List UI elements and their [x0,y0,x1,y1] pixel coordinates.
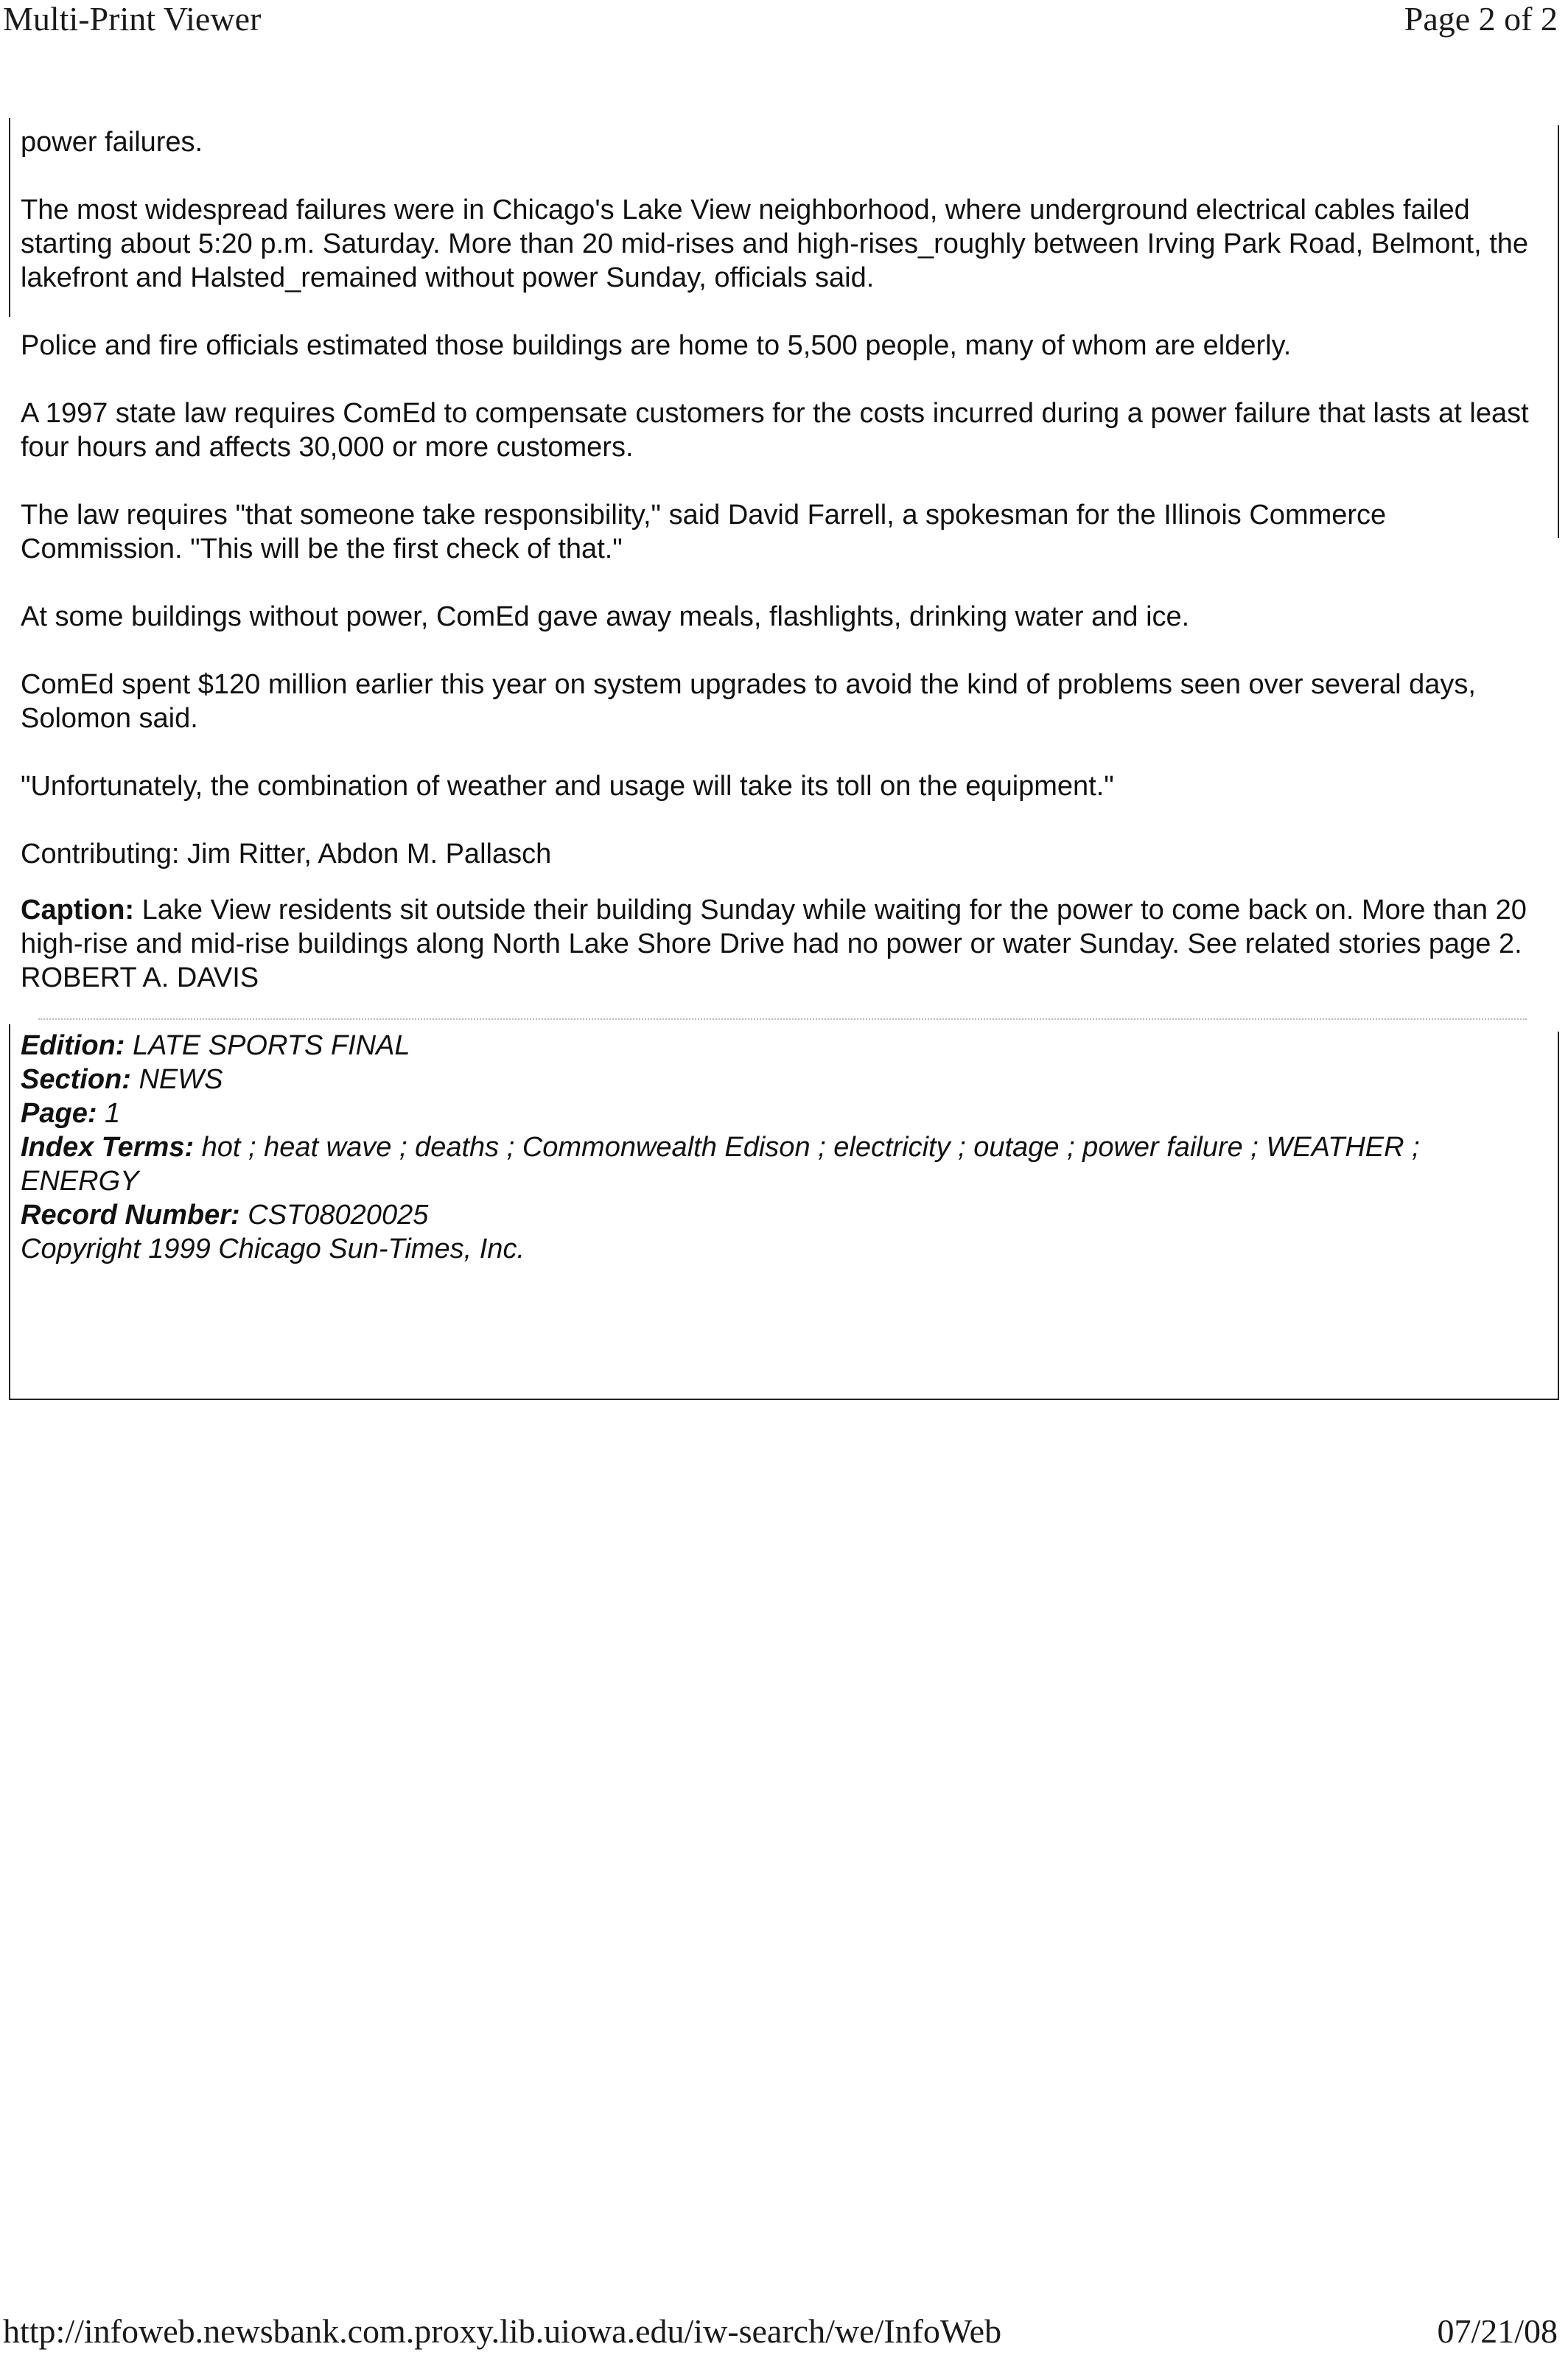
section-label: Section: [21,1064,131,1095]
page-line [21,1096,1539,1130]
record-number-line [21,1198,1539,1232]
photo-caption [21,893,1539,995]
caption-text: Lake View residents sit outside their building Sunday while waiting for the power to come back on. More than 20 high-rise and mid-rise buildings along North Lake Shore Drive had no power or water Sunday. See related stories page 2. ROBERT A. DAVIS [21,895,1527,993]
paragraph: Police and fire officials estimated those buildings are home to 5,500 people, many of whom are elderly. [21,330,1292,361]
article-body [21,125,1539,995]
copyright-line: Copyright 1999 Chicago Sun-Times, Inc. [21,1234,525,1264]
record-number-value: CST08020025 [239,1200,429,1231]
record-number-label: Record Number: [21,1200,240,1231]
section-line [21,1063,1539,1096]
caption-label: Caption: [21,895,135,926]
paragraph: At some buildings without power, ComEd gave away meals, flashlights, drinking water and ice. [21,601,1190,632]
frame-rule-left-lower [9,1024,10,1400]
article-frame [9,118,1559,1282]
print-date: 07/21/08 [1437,2312,1558,2350]
source-url: http://infoweb.newsbank.com.proxy.lib.uiowa.edu/iw-search/we/InfoWeb [3,2312,1002,2350]
page-value: 1 [97,1098,121,1129]
edition-label: Edition: [21,1030,125,1061]
paragraph: ComEd spent $120 million earlier this year on system upgrades to avoid the kind of problems seen over several days, Solomon said. [21,669,1476,734]
index-terms-line [21,1130,1539,1198]
index-terms-value: hot ; heat wave ; deaths ; Commonwealth Edison ; electricity ; outage ; power failure ; WEATHER ; ENERGY [21,1132,1420,1197]
viewer-title: Multi-Print Viewer [3,0,262,38]
edition-line [21,1029,1539,1063]
section-value: NEWS [130,1064,223,1095]
paragraph: "Unfortunately, the combination of weather and usage will take its toll on the equipment." [21,771,1114,802]
record-metadata [21,1029,1539,1266]
paragraph: The most widespread failures were in Chicago's Lake View neighborhood, where underground electrical cables failed starting about 5:20 p.m. Saturday. More than 20 mid-rises and high-rises_roughly between Irving Park Road, Belmont, the lakefront and Halsted_remained without power Sunday, officials said. [21,195,1529,293]
print-header [0,0,1568,44]
frame-rule-left [9,118,10,317]
paragraph: The law requires "that someone take responsibility," said David Farrell, a spokesman for the Illinois Commerce Commission. "This will be the first check of that." [21,500,1387,564]
edition-value: LATE SPORTS FINAL [125,1030,410,1061]
page-label: Page: [21,1098,97,1129]
paragraph: A 1997 state law requires ComEd to compensate customers for the costs incurred during a power failure that lasts at least four hours and affects 30,000 or more customers. [21,398,1529,463]
frame-rule-bottom [9,1399,1559,1400]
index-terms-label: Index Terms: [21,1132,195,1163]
page-indicator: Page 2 of 2 [1404,0,1558,38]
section-divider [38,1018,1527,1020]
print-footer [0,2312,1568,2357]
frame-rule-right-lower [1558,1032,1559,1400]
contributing-line: Contributing: Jim Ritter, Abdon M. Pallasch [21,839,552,870]
frame-rule-right [1558,125,1559,538]
paragraph: power failures. [21,127,203,158]
